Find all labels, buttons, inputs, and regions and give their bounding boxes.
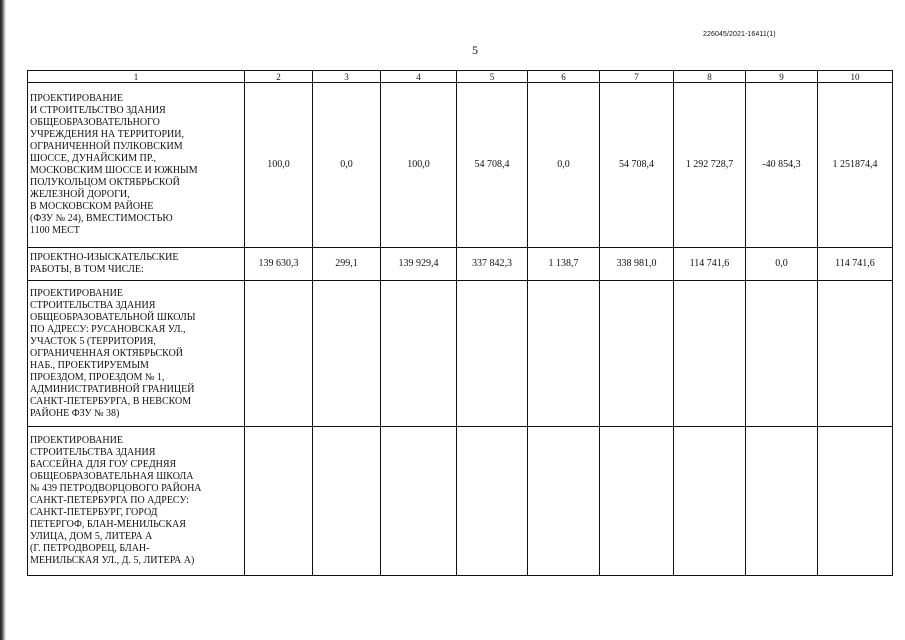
value-cell [746, 427, 818, 576]
value-cell: 114 741,6 [674, 248, 746, 281]
value-cell [818, 427, 893, 576]
column-number: 7 [600, 71, 674, 83]
value-cell [600, 281, 674, 427]
value-cell [746, 281, 818, 427]
column-number: 8 [674, 71, 746, 83]
row-name: ПРОЕКТИРОВАНИЕ СТРОИТЕЛЬСТВА ЗДАНИЯ ОБЩЕОБРАЗОВАТЕЛЬНОЙ ШКОЛЫ ПО АДРЕСУ: РУСАНОВСКАЯ УЛ., УЧАСТОК 5 (ТЕРРИТОРИЯ, ОГРАНИЧЕННАЯ ОКТЯБРЬСКОЙ НАБ., ПРОЕКТИРУЕМЫМ ПРОЕЗДОМ, ПРОЕЗДОМ № 1, АДМИНИСТРАТИВНОЙ ГРАНИЦЕЙ САНКТ-ПЕТЕРБУРГА, В НЕВСКОМ РАЙОНЕ ФЗУ № 38) [28, 281, 245, 427]
budget-table [27, 70, 893, 576]
column-number-row [28, 71, 893, 83]
column-number: 5 [457, 71, 528, 83]
column-number: 2 [245, 71, 313, 83]
table-row [28, 281, 893, 427]
table-row [28, 83, 893, 248]
value-cell: 54 708,4 [457, 83, 528, 248]
value-cell: 139 929,4 [381, 248, 457, 281]
value-cell [674, 427, 746, 576]
column-number: 6 [528, 71, 600, 83]
value-cell [313, 281, 381, 427]
value-cell: 1 292 728,7 [674, 83, 746, 248]
value-cell: 139 630,3 [245, 248, 313, 281]
value-cell: 1 138,7 [528, 248, 600, 281]
value-cell [818, 281, 893, 427]
row-name: ПРОЕКТИРОВАНИЕ И СТРОИТЕЛЬСТВО ЗДАНИЯ ОБЩЕОБРАЗОВАТЕЛЬНОГО УЧРЕЖДЕНИЯ НА ТЕРРИТОРИИ, ОГРАНИЧЕННОЙ ПУЛКОВСКИМ ШОССЕ, ДУНАЙСКИМ ПР., МОСКОВСКИМ ШОССЕ И ЮЖНЫМ ПОЛУКОЛЬЦОМ ОКТЯБРЬСКОЙ ЖЕЛЕЗНОЙ ДОРОГИ, В МОСКОВСКОМ РАЙОНЕ (ФЗУ № 24), ВМЕСТИМОСТЬЮ 1100 МЕСТ [28, 83, 245, 248]
value-cell: 338 981,0 [600, 248, 674, 281]
value-cell: 299,1 [313, 248, 381, 281]
value-cell [600, 427, 674, 576]
value-cell: 54 708,4 [600, 83, 674, 248]
value-cell: 337 842,3 [457, 248, 528, 281]
value-cell [457, 281, 528, 427]
value-cell [457, 427, 528, 576]
value-cell: 0,0 [528, 83, 600, 248]
document-id: 226045/2021-16411(1) [703, 31, 776, 38]
value-cell [381, 427, 457, 576]
column-number: 1 [28, 71, 245, 83]
value-cell [528, 281, 600, 427]
value-cell: 114 741,6 [818, 248, 893, 281]
column-number: 3 [313, 71, 381, 83]
value-cell: 100,0 [381, 83, 457, 248]
value-cell: -40 854,3 [746, 83, 818, 248]
table-row [28, 248, 893, 281]
row-name: ПРОЕКТИРОВАНИЕ СТРОИТЕЛЬСТВА ЗДАНИЯ БАССЕЙНА ДЛЯ ГОУ СРЕДНЯЯ ОБЩЕОБРАЗОВАТЕЛЬНАЯ ШКОЛА № 439 ПЕТРОДВОРЦОВОГО РАЙОНА САНКТ-ПЕТЕРБУРГА ПО АДРЕСУ: САНКТ-ПЕТЕРБУРГ, ГОРОД ПЕТЕРГОФ, БЛАН-МЕНИЛЬСКАЯ УЛИЦА, ДОМ 5, ЛИТЕРА А (Г. ПЕТРОДВОРЕЦ, БЛАН- МЕНИЛЬСКАЯ УЛ., Д. 5, ЛИТЕРА А) [28, 427, 245, 576]
value-cell [245, 281, 313, 427]
column-number: 9 [746, 71, 818, 83]
value-cell: 100,0 [245, 83, 313, 248]
column-number: 4 [381, 71, 457, 83]
scan-edge [0, 0, 6, 640]
value-cell: 1 251874,4 [818, 83, 893, 248]
value-cell [381, 281, 457, 427]
value-cell [674, 281, 746, 427]
row-name: ПРОЕКТНО-ИЗЫСКАТЕЛЬСКИЕ РАБОТЫ, В ТОМ ЧИСЛЕ: [28, 248, 245, 281]
value-cell [245, 427, 313, 576]
value-cell: 0,0 [746, 248, 818, 281]
value-cell [313, 427, 381, 576]
page-number: 5 [472, 43, 478, 57]
column-number: 10 [818, 71, 893, 83]
table-row [28, 427, 893, 576]
value-cell: 0,0 [313, 83, 381, 248]
value-cell [528, 427, 600, 576]
